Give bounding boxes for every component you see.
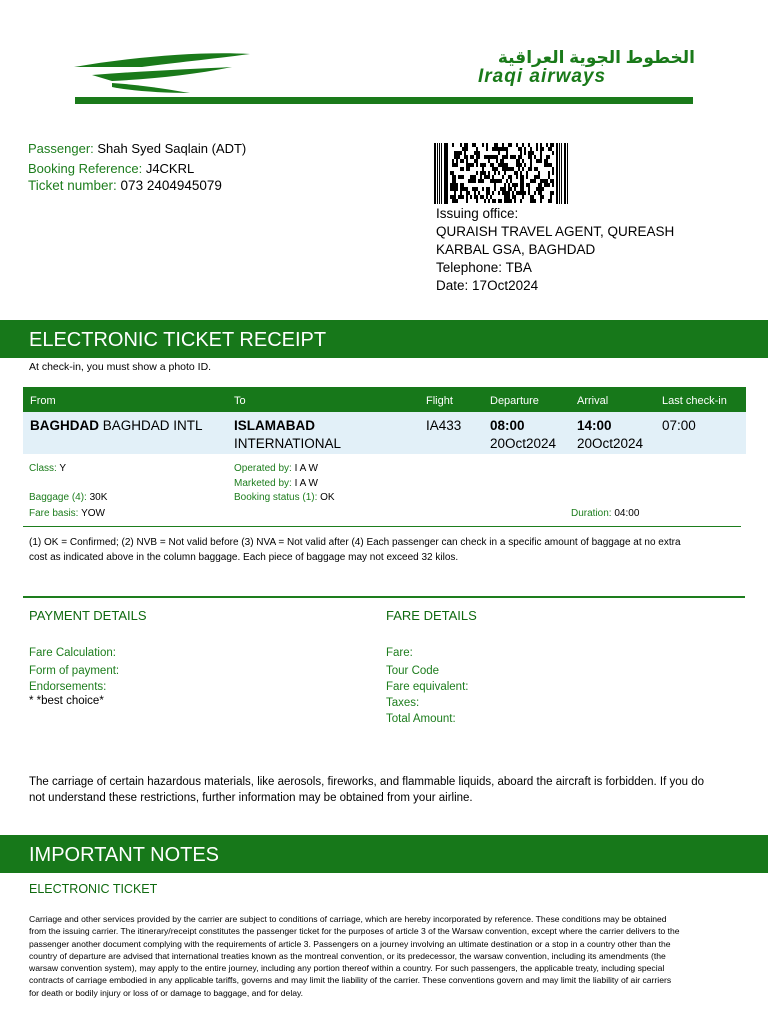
flight-number: IA433 [426, 418, 462, 433]
date-value: 17Oct2024 [472, 278, 539, 293]
receipt-title: ELECTRONIC TICKET RECEIPT [29, 329, 327, 351]
endorsements-label: Endorsements: [29, 681, 107, 693]
conditions-line: Carriage and other services provided by the carrier are subject to conditions of carriage, which are hereby incorporated by reference. These conditions may be obtained [29, 914, 667, 924]
class-value: Y [59, 463, 67, 474]
operated-by-label: Operated by: [234, 463, 292, 474]
hazard-line1: The carriage of certain hazardous materials, like aerosols, fireworks, and flammable liquids, aboard the aircraft is forbidden. If you do [29, 776, 704, 788]
header-from: From [30, 395, 56, 407]
operated-by-line [234, 463, 318, 474]
baggage-label: Baggage (4): [29, 492, 87, 503]
booking-reference-value: J4CKRL [145, 161, 195, 176]
conditions-line: from the issuing carrier. The itinerary/receipt constitutes the passenger ticket for the purposes of article 3 of the Warsaw convention, except where the carrier delivers to the [29, 926, 680, 937]
total-amount-label: Total Amount: [386, 713, 456, 725]
telephone-label: Telephone: [436, 260, 503, 275]
issuing-office-line1: QURAISH TRAVEL AGENT, QUREASH [436, 224, 675, 239]
fare-basis-line [29, 508, 105, 519]
receipt-banner [0, 320, 768, 358]
departure-time: 08:00 [490, 418, 525, 433]
ticket-number-label: Ticket number: [28, 178, 117, 193]
ticket-number-line [28, 178, 222, 193]
fare-equivalent-label: Fare equivalent: [386, 681, 469, 693]
date-line [436, 278, 538, 293]
important-notes-title: IMPORTANT NOTES [29, 844, 220, 866]
photo-id-note: At check-in, you must show a photo ID. [29, 361, 212, 373]
divider [23, 526, 741, 527]
header-to: To [234, 395, 246, 407]
issuing-office-line2: KARBAL GSA, BAGHDAD [436, 242, 596, 257]
airline-logo-bird [72, 45, 252, 95]
conditions-line: contracts of carriage embodied in any applicable tariffs, governs and may limit the liability of the carrier. These conventions govern and may limit the liability of air carriers [29, 975, 672, 986]
form-of-payment-label: Form of payment: [29, 665, 120, 677]
class-label: Class: [29, 463, 57, 474]
fare-calculation-label: Fare Calculation: [29, 647, 116, 659]
conditions-line: for death or bodily injury or loss of or damage to baggage, and for delay. [29, 987, 304, 998]
header-flight: Flight [426, 395, 453, 407]
passenger-label: Passenger: [28, 141, 94, 156]
fare-details-title: FARE DETAILS [386, 608, 477, 623]
logo-latin-text: Iraqi airways [478, 66, 607, 87]
booking-status-line [234, 492, 335, 503]
fare-basis-value: YOW [81, 508, 105, 519]
from-airport: BAGHDAD INTL [102, 418, 203, 433]
payment-details-title: PAYMENT DETAILS [29, 608, 147, 623]
ticket-number-value: 073 2404945079 [120, 178, 222, 193]
pdf417-barcode [434, 143, 570, 204]
fare-label: Fare: [386, 647, 413, 659]
electronic-ticket-subtitle: ELECTRONIC TICKET [29, 882, 158, 896]
conditions-line: country of departure are advised that international treaties known as the montreal convention, or its predecessor, the warsaw convention, including its amendments (the [29, 950, 666, 961]
legend-note-line1: (1) OK = Confirmed; (2) NVB = Not valid before (3) NVA = Not valid after (4) Each passenger can check in a specific amount of baggage at no extra [29, 537, 681, 548]
hazard-line2: not understand these restrictions, further information may be obtained from your airline. [29, 792, 473, 804]
from-cell [30, 418, 203, 433]
to-city: ISLAMABAD [234, 418, 315, 433]
class-line [29, 463, 66, 474]
fare-basis-label: Fare basis: [29, 508, 79, 519]
booking-reference-line [28, 161, 194, 176]
passenger-line [28, 141, 246, 156]
passenger-name: Shah Syed Saqlain (ADT) [97, 141, 247, 156]
header-rule [75, 97, 693, 104]
departure-date: 20Oct2024 [490, 436, 557, 451]
arrival-time: 14:00 [577, 418, 612, 433]
booking-status-value: OK [320, 492, 335, 503]
marketed-by-value: I A W [294, 478, 318, 489]
telephone-value: TBA [505, 260, 532, 275]
logo-arabic-text: الخطوط الجوية العراقية [497, 48, 695, 67]
issuing-office-label: Issuing office: [436, 206, 519, 221]
baggage-line [29, 492, 107, 503]
conditions-text [29, 913, 736, 999]
to-airport: INTERNATIONAL [234, 436, 342, 451]
header-departure: Departure [490, 395, 539, 407]
header-last-checkin: Last check-in [662, 395, 727, 407]
duration-line [571, 508, 639, 519]
marketed-by-line [234, 478, 318, 489]
booking-reference-label: Booking Reference: [28, 161, 143, 176]
taxes-label: Taxes: [386, 697, 420, 709]
duration-value: 04:00 [614, 508, 640, 519]
conditions-line: warsaw convention system), may apply to the entire journey, including any portion thereof within a country. For such passengers, the applicable treaty, including special [29, 963, 665, 974]
tour-code-label: Tour Code [386, 665, 440, 677]
duration-label: Duration: [571, 508, 612, 519]
date-label: Date: [436, 278, 469, 293]
legend-note-line2: cost as indicated above in the column baggage. Each piece of baggage may not exceed 32 kilos. [29, 552, 459, 563]
marketed-by-label: Marketed by: [234, 478, 292, 489]
arrival-date: 20Oct2024 [577, 436, 644, 451]
divider [23, 596, 745, 598]
booking-status-label: Booking status (1): [234, 492, 318, 503]
header-arrival: Arrival [577, 395, 609, 407]
last-checkin-time: 07:00 [662, 418, 696, 433]
endorsements-value: * *best choice* [29, 695, 104, 707]
telephone-line [436, 260, 532, 275]
important-notes-banner [0, 835, 768, 873]
flight-table-header [23, 387, 746, 412]
conditions-line: passenger another document complying with the requirements of article 3. Passengers on a journey involving an ultimate destination or a stop in a country other than the [29, 938, 671, 949]
from-city: BAGHDAD [30, 418, 99, 433]
operated-by-value: I A W [294, 463, 318, 474]
baggage-value: 30K [89, 492, 108, 503]
